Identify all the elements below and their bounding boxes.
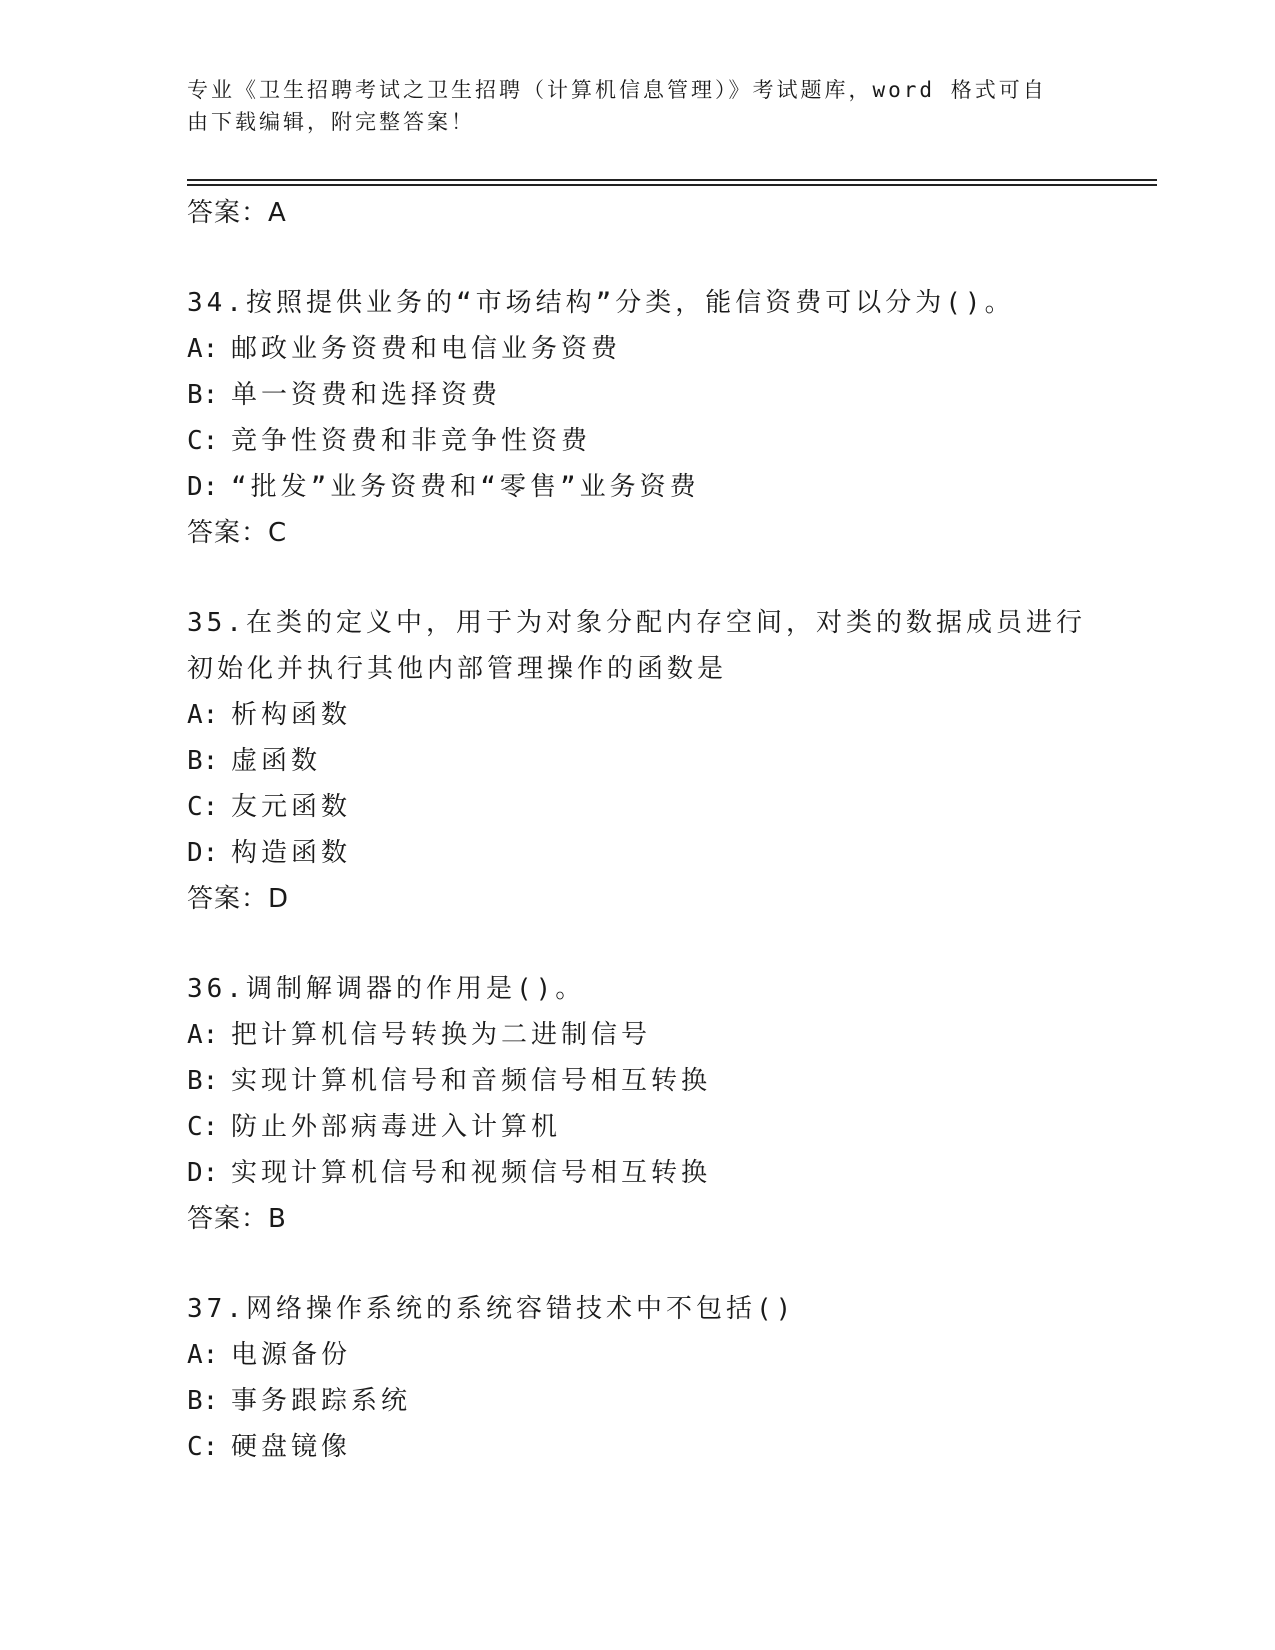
option-text: 实现计算机信号和视频信号相互转换 xyxy=(231,1158,712,1188)
answer-label: 答案：C xyxy=(187,518,288,548)
header-divider-top xyxy=(187,179,1157,181)
option-key: A: xyxy=(187,1020,219,1050)
answer-option xyxy=(187,418,1087,464)
option-key: A: xyxy=(187,1340,219,1370)
option-text: 虚函数 xyxy=(231,746,322,776)
answer-option xyxy=(187,784,1087,830)
option-text: 邮政业务资费和电信业务资费 xyxy=(231,334,622,364)
option-text: 硬盘镜像 xyxy=(231,1432,352,1462)
question-block xyxy=(187,966,1087,1242)
option-text: 事务跟踪系统 xyxy=(231,1386,412,1416)
question-stem: 34.按照提供业务的“市场结构”分类，能信资费可以分为()。 xyxy=(187,288,1015,318)
option-text: 把计算机信号转换为二进制信号 xyxy=(231,1020,652,1050)
option-text: 析构函数 xyxy=(231,700,352,730)
option-key: D: xyxy=(187,838,219,868)
question-stem: 36.调制解调器的作用是()。 xyxy=(187,974,586,1004)
option-key: D: xyxy=(187,472,219,502)
answer-option xyxy=(187,830,1087,876)
answer-label: 答案：A xyxy=(187,198,287,228)
document-header xyxy=(187,74,1087,138)
answer-option xyxy=(187,1424,1087,1470)
answer-option xyxy=(187,1150,1087,1196)
answer-option xyxy=(187,464,1087,510)
option-key: D: xyxy=(187,1158,219,1188)
option-text: 友元函数 xyxy=(231,792,352,822)
header-line-2: 由下载编辑，附完整答案！ xyxy=(187,110,475,134)
header-divider-bottom xyxy=(187,184,1157,186)
answer-option xyxy=(187,1378,1087,1424)
question-list xyxy=(187,190,1087,1470)
question-block xyxy=(187,1286,1087,1470)
answer-option xyxy=(187,372,1087,418)
option-key: A: xyxy=(187,700,219,730)
option-key: C: xyxy=(187,792,219,822)
option-text: “批发”业务资费和“零售”业务资费 xyxy=(231,472,700,502)
answer-option xyxy=(187,738,1087,784)
answer-option xyxy=(187,1332,1087,1378)
option-key: C: xyxy=(187,1112,219,1142)
header-line-1: 专业《卫生招聘考试之卫生招聘（计算机信息管理）》考试题库，word 格式可自 xyxy=(187,78,1047,102)
option-key: A: xyxy=(187,334,219,364)
option-text: 防止外部病毒进入计算机 xyxy=(231,1112,562,1142)
answer-option xyxy=(187,326,1087,372)
question-block xyxy=(187,600,1087,922)
question-stem: 37.网络操作系统的系统容错技术中不包括() xyxy=(187,1294,796,1324)
option-key: C: xyxy=(187,1432,219,1462)
option-key: B: xyxy=(187,1066,219,1096)
question-block xyxy=(187,280,1087,556)
option-key: B: xyxy=(187,1386,219,1416)
option-text: 单一资费和选择资费 xyxy=(231,380,502,410)
question-stem: 35.在类的定义中，用于为对象分配内存空间，对类的数据成员进行初始化并执行其他内部管理操作的函数是 xyxy=(187,608,1086,684)
option-key: C: xyxy=(187,426,219,456)
option-text: 竞争性资费和非竞争性资费 xyxy=(231,426,592,456)
option-text: 实现计算机信号和音频信号相互转换 xyxy=(231,1066,712,1096)
answer-label: 答案：B xyxy=(187,1204,287,1234)
option-text: 电源备份 xyxy=(231,1340,352,1370)
answer-option xyxy=(187,1012,1087,1058)
option-key: B: xyxy=(187,380,219,410)
answer-label: 答案：D xyxy=(187,884,290,914)
answer-option xyxy=(187,1104,1087,1150)
option-key: B: xyxy=(187,746,219,776)
answer-option xyxy=(187,1058,1087,1104)
option-text: 构造函数 xyxy=(231,838,352,868)
answer-option xyxy=(187,692,1087,738)
